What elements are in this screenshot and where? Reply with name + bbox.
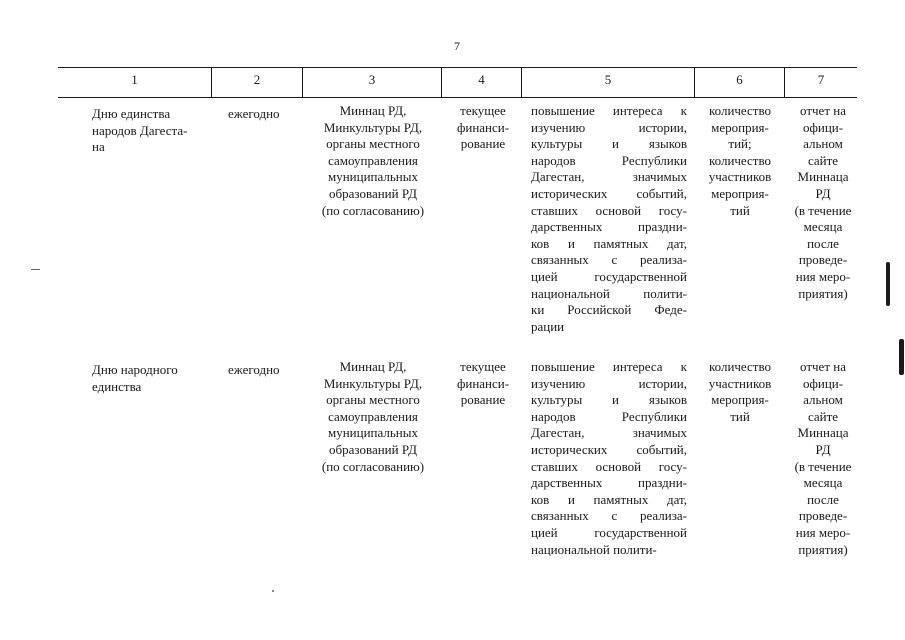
cell-line: ния меро- [795, 268, 851, 284]
scan-mark [899, 339, 904, 375]
cell-line: Дню народного [92, 362, 178, 377]
cell-line: дарственных праздни- [531, 475, 687, 491]
cell-line: сайте [807, 408, 839, 424]
report-cell [786, 359, 860, 558]
table-top-border [58, 67, 857, 68]
cell-line: Минкультуры РД, [323, 119, 423, 135]
cell-line: (в течение [794, 202, 852, 218]
cell-line: финанси- [456, 119, 510, 135]
cell-line: изучению истории, [531, 375, 687, 391]
page-number: 7 [454, 39, 460, 53]
cell-line: РД [815, 185, 831, 201]
cell-line: Миннаца [797, 169, 849, 185]
cell-line: тий [730, 202, 750, 218]
cell-line: Миннац РД, [339, 103, 407, 118]
table-header-bottom-border [58, 97, 857, 98]
cell-line: связанных с реализа- [531, 252, 687, 268]
cell-line: альном [803, 136, 843, 152]
cell-line: текущее [460, 103, 506, 118]
cell-line: офици- [802, 119, 844, 135]
cell-line: (в течение [794, 458, 852, 474]
cell-line: цией государственной [531, 524, 687, 540]
cell-line: муниципальных [327, 169, 418, 185]
cell-line: участников [708, 169, 772, 185]
cell-line: ки Российской Феде- [531, 302, 687, 318]
cell-line: мероприя- [711, 185, 769, 201]
cell-line: образований РД [329, 441, 417, 457]
cell-line: тий; [728, 136, 752, 152]
executors-cell [306, 103, 440, 219]
header-cell-2: 2 [253, 72, 261, 87]
cell-line: дарственных праздни- [531, 219, 687, 235]
cell-line: Дагестан, значимых [531, 169, 687, 185]
cell-line: Дню единства [92, 106, 171, 121]
cell-line: муниципальных [327, 425, 418, 441]
cell-line: мероприя- [711, 119, 769, 135]
cell-line: Дагестан, значимых [531, 425, 687, 441]
cell-line: национальной полити- [531, 541, 657, 557]
cell-line: количество [708, 152, 772, 168]
event-cell [92, 106, 210, 156]
header-cell-6: 6 [736, 72, 743, 87]
cell-line: ставших основой госу- [531, 458, 687, 474]
cell-line: РД [815, 441, 831, 457]
cell-line: сайте [807, 152, 839, 168]
cell-line: количество [708, 359, 772, 374]
cell-line: альном [803, 392, 843, 408]
cell-line: связанных с реализа- [531, 508, 687, 524]
header-cell-1: 1 [131, 72, 138, 87]
executors-cell [306, 359, 440, 475]
cell-line: Миннаца [797, 425, 849, 441]
indicator-cell [700, 103, 780, 219]
cell-line: рование [460, 136, 506, 152]
cell-line: после [807, 491, 839, 507]
cell-line: участников [708, 375, 772, 391]
cell-line: исторических событий, [531, 441, 687, 457]
cell-line: исторических событий, [531, 185, 687, 201]
cell-line: ния меро- [795, 524, 851, 540]
cell-line: национальной полити- [531, 285, 687, 301]
goal-cell [531, 103, 687, 335]
cell-line: самоуправления [328, 152, 418, 168]
header-cell-7: 7 [817, 72, 825, 87]
cell-line: Миннац РД, [339, 359, 407, 374]
cell-line: (по согласованию) [321, 202, 425, 218]
funding-cell [448, 103, 518, 153]
cell-line: приятия) [798, 541, 848, 557]
cell-line: отчет на [800, 103, 846, 118]
indicator-cell [700, 359, 780, 425]
cell-line: культуры и языков [531, 392, 687, 408]
cell-line: ставших основой госу- [531, 202, 687, 218]
cell-line: текущее [460, 359, 506, 374]
goal-cell [531, 359, 687, 558]
header-cell-3: 3 [368, 72, 376, 87]
cell-line: Минкультуры РД, [323, 375, 423, 391]
cell-line: проведе- [798, 508, 848, 524]
cell-line: цией государственной [531, 268, 687, 284]
scan-mark [272, 590, 274, 592]
cell-line: ков и памятных дат, [531, 235, 687, 251]
cell-line: (по согласованию) [321, 458, 425, 474]
header-cell-5: 5 [604, 72, 612, 87]
funding-cell [448, 359, 518, 409]
cell-line: самоуправления [328, 408, 418, 424]
cell-line: мероприя- [711, 392, 769, 408]
cell-line: финанси- [456, 375, 510, 391]
cell-line: народов Республики [531, 408, 687, 424]
cell-line: единства [92, 378, 142, 394]
report-cell [786, 103, 860, 302]
cell-line: приятия) [798, 285, 848, 301]
cell-line: органы местного [326, 136, 420, 152]
cell-line: народов Республики [531, 152, 687, 168]
cell-line: месяца [803, 475, 843, 491]
cell-line: рации [531, 318, 565, 334]
cell-line: народов Дагеста- [92, 122, 188, 138]
scan-mark [31, 269, 40, 270]
cell-line: образований РД [329, 185, 417, 201]
cell-line: повышение интереса к [531, 103, 687, 118]
period-cell: ежегодно [228, 106, 280, 121]
cell-line: месяца [803, 219, 843, 235]
event-cell [92, 362, 210, 395]
cell-line: изучению истории, [531, 119, 687, 135]
cell-line: рование [460, 392, 506, 408]
cell-line: на [92, 139, 105, 155]
scan-mark [886, 262, 890, 306]
header-cell-4: 4 [478, 72, 485, 87]
cell-line: отчет на [800, 359, 846, 374]
cell-line: ков и памятных дат, [531, 491, 687, 507]
cell-line: культуры и языков [531, 136, 687, 152]
cell-line: повышение интереса к [531, 359, 687, 374]
period-cell: ежегодно [228, 362, 280, 377]
cell-line: проведе- [798, 252, 848, 268]
cell-line: тий [730, 408, 750, 424]
cell-line: количество [708, 103, 772, 118]
cell-line: после [807, 235, 839, 251]
cell-line: органы местного [326, 392, 420, 408]
cell-line: офици- [802, 375, 844, 391]
